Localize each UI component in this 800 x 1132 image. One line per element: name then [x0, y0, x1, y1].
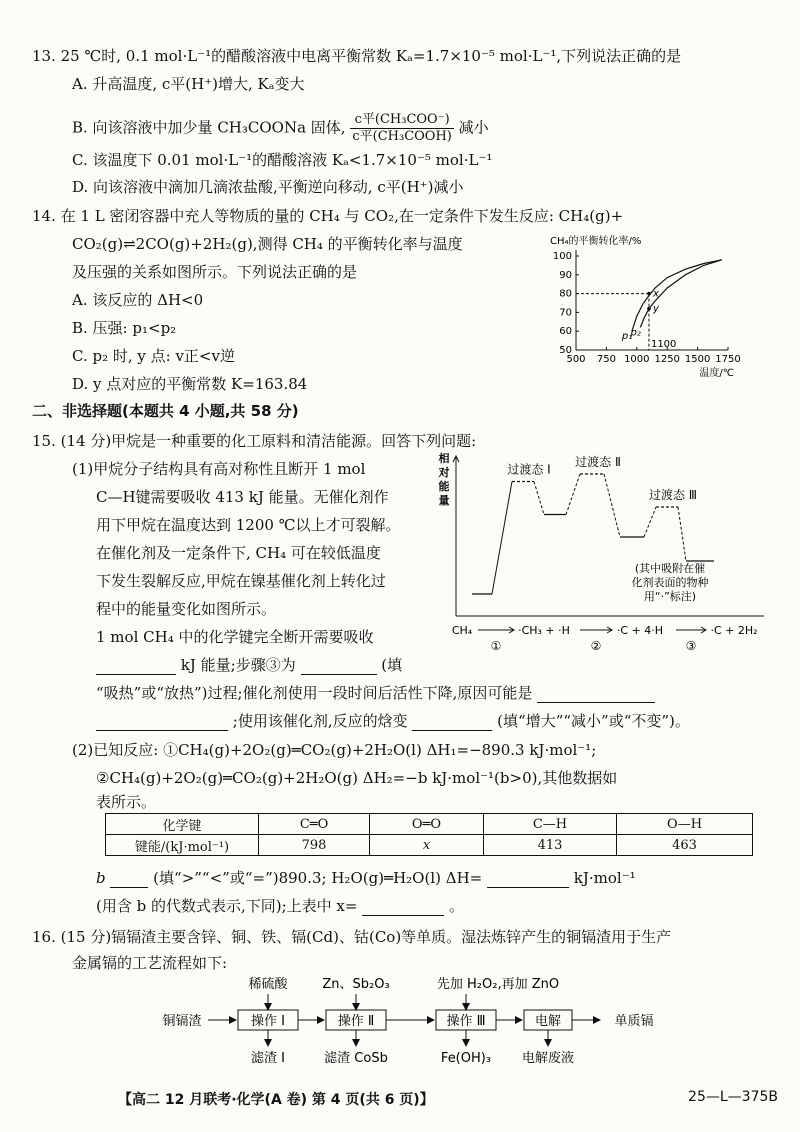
q14-option-d: D. y 点对应的平衡常数 K=163.84 — [72, 375, 308, 393]
x-tick-label: 1750 — [715, 354, 741, 365]
q15-p1-line6: 程中的能量变化如图所示。 — [96, 600, 277, 618]
y-axis-label: 对 — [438, 466, 450, 479]
y-tick-label: 70 — [559, 307, 572, 319]
q14-stem-line1: 14. 在 1 L 密闭容器中充人等物质的量的 CH₄ 与 CO₂,在一定条件下发生反应: CH₄(g)+ — [32, 207, 624, 225]
energy-transition — [604, 474, 620, 537]
footer-code: 25—L—375B — [688, 1089, 778, 1105]
q14-stem-line3: 及压强的关系如图所示。下列说法正确的是 — [72, 263, 358, 281]
q15-p1-line10-text: ;使用该催化剂,反应的焓变 — [232, 712, 408, 730]
q13-option-b-text: B. 向该溶液中加少量 CH₃COONa 固体, — [72, 118, 346, 137]
q15-p2-line2: ②CH₄(g)+2O₂(g)═CO₂(g)+2H₂O(g) ΔH₂=−b kJ·mol⁻¹(b>0),其他数据如 — [96, 769, 618, 787]
q13-option-c: C. 该温度下 0.01 mol·L⁻¹的醋酸溶液 Kₐ<1.7×10⁻⁵ mol·L⁻¹ — [72, 151, 493, 169]
energy-transition — [644, 507, 656, 537]
x-axis-label: 温度/℃ — [699, 368, 734, 379]
table-header-row — [106, 814, 753, 835]
q15-p2-line5-tail: 。 — [449, 897, 465, 915]
reagent-label: 稀硫酸 — [248, 977, 288, 992]
answer-blank[interactable] — [96, 659, 176, 675]
q16-stem-line1: 16. (15 分)镉镉渣主要含锌、铜、铁、镉(Cd)、钴(Co)等单质。湿法炼锌产生的铜镉渣用于生产 — [32, 928, 672, 946]
q14-option-b: B. 压强: p₁<p₂ — [72, 319, 177, 337]
reagent-label: 先加 H₂O₂,再加 ZnO — [436, 977, 560, 992]
data-point-label: y — [652, 303, 659, 315]
annotation-label: 1100 — [650, 339, 677, 350]
q13-option-d: D. 向该溶液中滴加几滴浓盐酸,平衡逆向移动, c平(H⁺)减小 — [72, 178, 464, 196]
answer-blank[interactable] — [487, 872, 569, 888]
transition-state-label: 过渡态 Ⅲ — [648, 488, 698, 502]
q15-p1-line4: 在催化剂及一定条件下, CH₄ 可在较低温度 — [96, 544, 381, 562]
y-axis-label: 能 — [438, 480, 450, 493]
energy-transition — [492, 482, 512, 595]
q15-p1-line7: 1 mol CH₄ 中的化学键完全断开需要吸收 — [96, 628, 374, 646]
answer-blank[interactable] — [412, 715, 492, 731]
q15-p2-line3: 表所示。 — [96, 793, 157, 811]
note-text: 化剂表面的物种 — [631, 576, 709, 589]
data-point-label: x — [652, 288, 659, 300]
q15-p2-line4-text: (填“>”“<”或“=”)890.3; H₂O(g)═H₂O(l) ΔH= — [153, 869, 483, 887]
q13-option-b-tail: 减小 — [458, 118, 489, 137]
table-header-cell: O—H — [617, 814, 753, 835]
q15-p1-line8-tail: (填 — [381, 656, 403, 674]
answer-blank[interactable] — [301, 659, 377, 675]
x-category-label: ·C + 4·H — [616, 624, 664, 637]
q15-p2-line5-text: (用含 b 的代数式表示,下同);上表中 x= — [96, 897, 358, 915]
x-category-label: ·C + 2H₂ — [710, 624, 758, 637]
residue-label: 电解废液 — [521, 1051, 575, 1066]
transition-state-label: 过渡态 Ⅰ — [507, 462, 551, 477]
series-line — [632, 260, 722, 331]
q14-option-a: A. 该反应的 ΔH<0 — [72, 291, 204, 309]
process-flow-diagram — [160, 972, 720, 1070]
x-category-label: CH₄ — [451, 624, 473, 637]
energy-transition — [534, 482, 544, 515]
q13-option-b — [72, 112, 489, 145]
q15-p1-line3: 用下甲烷在温度达到 1200 ℃以上才可裂解。 — [96, 516, 401, 534]
q15-p1-line10-tail: (填“增大”“减小”或“不变”)。 — [497, 712, 690, 730]
series-label: p₂ — [630, 327, 641, 339]
flow-step-label: 操作 Ⅰ — [251, 1014, 285, 1029]
q13-stem: 13. 25 ℃时, 0.1 mol·L⁻¹的醋酸溶液中电离平衡常数 Kₐ=1.7×10⁻⁵ mol·L⁻¹,下列说法正确的是 — [32, 47, 682, 65]
fraction-denominator: c平(CH₃COOH) — [352, 129, 452, 144]
variable-b: b — [96, 869, 106, 887]
energy-diagram — [434, 448, 774, 658]
table-cell: 413 — [483, 835, 616, 856]
q15-intro: 15. (14 分)甲烷是一种重要的化工原料和清洁能源。回答下列问题: — [32, 432, 477, 450]
q13-option-a: A. 升高温度, c平(H⁺)增大, Kₐ变大 — [72, 75, 305, 93]
bond-energy-table — [105, 813, 753, 856]
y-tick-label: 60 — [559, 326, 572, 338]
transition-state-label: 过渡态 Ⅱ — [575, 455, 621, 469]
y-tick-label: 80 — [559, 288, 572, 300]
note-text: (其中吸附在催 — [634, 562, 706, 575]
flow-step-label: 操作 Ⅱ — [337, 1014, 375, 1029]
energy-transition — [678, 507, 686, 561]
q15-p1-line9 — [96, 683, 655, 703]
y-axis-label: 量 — [438, 494, 450, 507]
q15-p2-line4 — [96, 868, 636, 888]
y-tick-label: 100 — [552, 251, 572, 262]
table-cell: x — [370, 835, 484, 856]
section-heading: 二、非选择题(本题共 4 小题,共 58 分) — [32, 402, 299, 420]
x-category-label: ·CH₃ + ·H — [518, 624, 570, 637]
reagent-label: Zn、Sb₂O₃ — [322, 977, 390, 992]
y-tick-label: 50 — [559, 345, 572, 356]
answer-blank[interactable] — [362, 900, 444, 916]
conversion-chart — [540, 232, 760, 382]
q15-p1-line5: 下发生裂解反应,甲烷在镍基催化剂上转化过 — [96, 572, 386, 590]
data-point — [647, 307, 651, 311]
q15-p1-line1: (1)甲烷分子结构具有高对称性且断开 1 mol — [72, 460, 366, 478]
flow-output-label: 单质镉 — [614, 1014, 654, 1029]
note-text: 用“·”标注) — [643, 590, 697, 603]
residue-label: 滤渣 Ⅰ — [251, 1051, 285, 1066]
step-label: ③ — [685, 639, 697, 653]
q16-stem-line2: 金属镉的工艺流程如下: — [72, 954, 228, 972]
table-cell: 463 — [617, 835, 753, 856]
residue-label: 滤渣 CoSb — [324, 1051, 388, 1066]
answer-blank[interactable] — [110, 872, 148, 888]
y-axis-label: 相 — [438, 452, 450, 465]
table-header-cell: O═O — [370, 814, 484, 835]
answer-blank[interactable] — [96, 715, 228, 731]
q15-p1-line2: C—H键需要吸收 413 kJ 能量。无催化剂作 — [96, 488, 389, 506]
table-row — [106, 835, 753, 856]
data-point — [647, 292, 651, 296]
flow-step-label: 电解 — [534, 1014, 562, 1029]
flow-step-label: 操作 Ⅲ — [446, 1014, 486, 1029]
q13-fraction — [350, 112, 454, 145]
y-tick-label: 90 — [559, 269, 572, 281]
footer-title: 【高二 12 月联考·化学(A 卷) 第 4 页(共 6 页)】 — [118, 1092, 434, 1108]
q14-stem-line2: CO₂(g)⇌2CO(g)+2H₂(g),测得 CH₄ 的平衡转化率与温度 — [72, 235, 463, 253]
q14-option-c: C. p₂ 时, y 点: v正<v逆 — [72, 347, 235, 365]
x-tick-label: 750 — [596, 354, 616, 365]
x-tick-label: 500 — [566, 354, 586, 365]
q15-p2-line5 — [96, 896, 464, 916]
chart-title: CH₄的平衡转化率/% — [550, 236, 642, 247]
table-cell: 798 — [259, 835, 370, 856]
x-tick-label: 1500 — [684, 354, 711, 365]
table-row-label: 键能/(kJ·mol⁻¹) — [106, 835, 259, 856]
q15-p1-line8-text: kJ 能量;步骤③为 — [180, 656, 296, 674]
table-header-cell: C═O — [259, 814, 370, 835]
fraction-numerator: c平(CH₃COO⁻) — [350, 112, 454, 129]
q15-p1-line8 — [96, 655, 402, 675]
residue-label: Fe(OH)₃ — [440, 1051, 492, 1066]
step-label: ② — [590, 639, 602, 653]
x-tick-label: 1250 — [654, 354, 680, 365]
q15-p2-line1: (2)已知反应: ①CH₄(g)+2O₂(g)═CO₂(g)+2H₂O(l) ΔH₁=−890.3 kJ·mol⁻¹; — [72, 741, 597, 759]
answer-blank[interactable] — [537, 687, 655, 703]
series-label: p₁ — [621, 331, 633, 343]
q15-p1-line10 — [96, 711, 690, 731]
energy-transition — [566, 474, 580, 515]
flow-input-label: 铜镉渣 — [162, 1014, 202, 1029]
x-tick-label: 1000 — [624, 354, 650, 365]
q15-p1-line9-text: “吸热”或“放热”)过程;催化剂使用一段时间后活性下降,原因可能是 — [96, 684, 533, 702]
q15-p2-line4-unit: kJ·mol⁻¹ — [573, 869, 636, 887]
table-header-cell: 化学键 — [106, 814, 259, 835]
table-header-cell: C—H — [483, 814, 616, 835]
step-label: ① — [490, 639, 502, 653]
